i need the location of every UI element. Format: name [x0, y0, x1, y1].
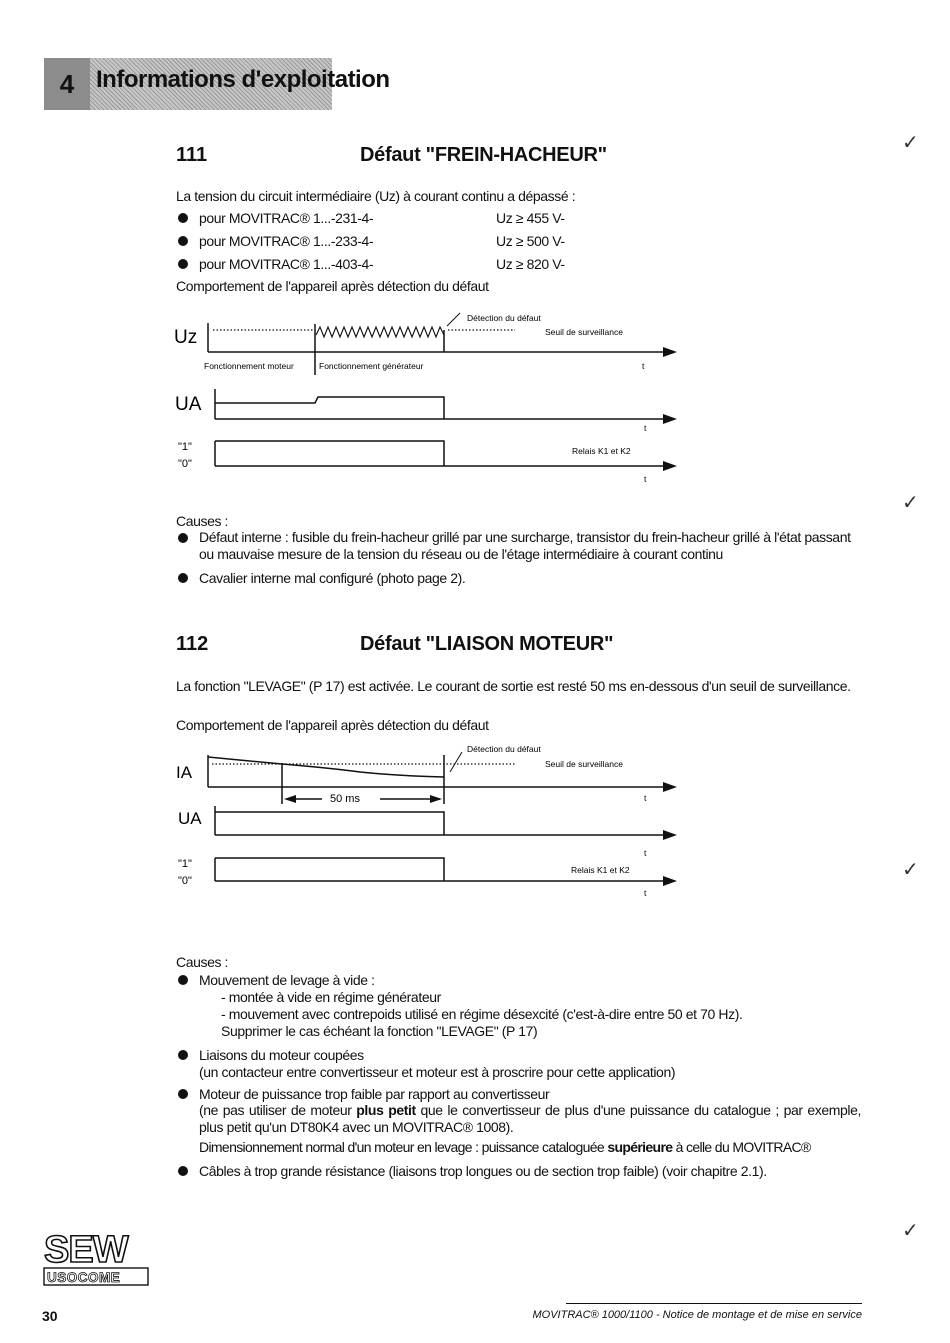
voltage-item-label: pour MOVITRAC® 1...-233-4-	[199, 233, 374, 249]
arrow-icon	[663, 782, 677, 792]
relay-waveform	[215, 441, 444, 466]
detection-label: Détection du défaut	[467, 744, 541, 754]
t-label: t	[644, 423, 647, 433]
voltage-item-value: Uz ≥ 820 V-	[496, 256, 565, 272]
state-one-label: "1"	[178, 441, 192, 453]
section-112-title: Défaut "LIAISON MOTEUR"	[360, 633, 614, 655]
cause-sub: (un contacteur entre convertisseur et moteur est à proscrire pour cette application)	[199, 1064, 676, 1080]
section-111-causes-label: Causes :	[176, 513, 229, 529]
cause-item: Cavalier interne mal configuré (photo page 2).	[199, 570, 466, 586]
t-label: t	[644, 888, 647, 898]
cause-title: Mouvement de levage à vide :	[199, 972, 375, 988]
ua-label: UA	[178, 809, 202, 828]
cause-detail	[199, 1138, 811, 1156]
gen-op-label: Fonctionnement générateur	[319, 361, 424, 371]
section-111-intro: La tension du circuit intermédiaire (Uz) à courant continu a dépassé :	[176, 188, 576, 204]
footer-doc-title: MOVITRAC® 1000/1100 - Notice de montage et de mise en service	[532, 1309, 862, 1321]
cause-detail-bold: supérieure	[607, 1139, 673, 1155]
detection-pointer	[447, 313, 460, 326]
bullet-icon	[178, 573, 188, 583]
arrow-icon	[663, 876, 677, 886]
section-111-behavior: Comportement de l'appareil après détection du défaut	[176, 278, 489, 294]
timing-diagram-111	[170, 300, 690, 490]
ia-waveform	[208, 757, 444, 777]
voltage-item-label: pour MOVITRAC® 1...-403-4-	[199, 256, 374, 272]
t-label: t	[644, 474, 647, 484]
ia-label: IA	[176, 763, 193, 782]
voltage-item-label: pour MOVITRAC® 1...-231-4-	[199, 210, 374, 226]
detection-label: Détection du défaut	[467, 313, 541, 323]
footer-rule	[566, 1303, 862, 1304]
bullet-icon	[178, 1166, 188, 1176]
uz-waveform	[316, 327, 444, 337]
section-111-title: Défaut "FREIN-HACHEUR"	[360, 144, 607, 166]
logo-bottom-text: USOCOME	[47, 1270, 121, 1285]
duration-label: 50 ms	[330, 793, 360, 805]
cause-detail-text: à celle du MOVITRAC®	[672, 1139, 811, 1155]
relay-label: Relais K1 et K2	[572, 446, 631, 456]
cause-sub: - mouvement avec contrepoids utilisé en régime désexcité (c'est-à-dire entre 50 et 70 Hz).	[221, 1006, 743, 1022]
threshold-label: Seuil de surveillance	[545, 327, 623, 337]
page-number: 30	[42, 1308, 58, 1324]
relay-label: Relais K1 et K2	[571, 865, 630, 875]
chapter-number: 4	[44, 58, 90, 110]
uz-label: Uz	[174, 327, 198, 348]
margin-mark: ✓	[902, 132, 919, 154]
margin-mark: ✓	[902, 859, 919, 881]
bullet-icon	[178, 1089, 188, 1099]
state-zero-label: "0"	[178, 458, 192, 470]
arrow-icon	[284, 795, 296, 803]
ua-waveform	[215, 812, 444, 835]
bullet-icon	[178, 236, 188, 246]
timing-diagram-112	[170, 738, 690, 900]
t-label: t	[644, 793, 647, 803]
section-112-causes-label: Causes :	[176, 954, 229, 970]
arrow-icon	[663, 347, 677, 357]
bullet-icon	[178, 975, 188, 985]
bullet-icon	[178, 213, 188, 223]
voltage-item-value: Uz ≥ 455 V-	[496, 210, 565, 226]
state-zero-label: "0"	[178, 875, 192, 887]
voltage-item-value: Uz ≥ 500 V-	[496, 233, 565, 249]
cause-detail-bold: plus petit	[356, 1102, 416, 1118]
section-112-intro: La fonction "LEVAGE" (P 17) est activée. Le courant de sortie est resté 50 ms en-dessous d'un seuil de surveillance.	[176, 678, 851, 694]
cause-title: Liaisons du moteur coupées	[199, 1047, 364, 1063]
cause-detail	[199, 1102, 861, 1136]
arrow-icon	[663, 414, 677, 424]
threshold-label: Seuil de surveillance	[545, 759, 623, 769]
cause-detail-text: Dimensionnement normal d'un moteur en levage : puissance cataloguée	[199, 1139, 608, 1155]
ua-label: UA	[175, 394, 202, 415]
cause-detail-text: que le convertisseur de plus d'une puissance du catalogue ; par exemple, plus petit qu'un DT80K4 avec un MOVITRAC® 1008).	[199, 1102, 861, 1135]
motor-op-label: Fonctionnement moteur	[204, 361, 294, 371]
cause-title: Câbles à trop grande résistance (liaisons trop longues ou de section trop faible) (voir chapitre 2.1).	[199, 1163, 767, 1179]
arrow-icon	[663, 830, 677, 840]
state-one-label: "1"	[178, 858, 192, 870]
bullet-icon	[178, 259, 188, 269]
section-112-behavior: Comportement de l'appareil après détection du défaut	[176, 717, 489, 733]
arrow-icon	[663, 461, 677, 471]
section-111-number: 111	[176, 144, 208, 166]
sew-usocome-logo	[42, 1228, 150, 1290]
section-112-number: 112	[176, 633, 209, 655]
bullet-icon	[178, 533, 188, 543]
t-label: t	[642, 361, 645, 371]
cause-item: Défaut interne : fusible du frein-hacheur grillé par une surcharge, transistor du frein-hacheur grillé à l'état passant ou mauvaise mesure de la tension du réseau ou de l'étage intermédiaire à courant continu	[199, 529, 851, 562]
detection-pointer	[450, 752, 462, 772]
cause-title: Moteur de puissance trop faible par rapport au convertisseur	[199, 1086, 550, 1102]
cause-sub: Supprimer le cas échéant la fonction "LEVAGE" (P 17)	[221, 1023, 538, 1039]
cause-detail-text: (ne pas utiliser de moteur	[199, 1102, 357, 1118]
bullet-icon	[178, 1050, 188, 1060]
chapter-title: Informations d'exploitation	[96, 66, 390, 93]
logo-top-text: SEW	[44, 1229, 128, 1271]
ua-waveform	[215, 397, 444, 419]
cause-sub: - montée à vide en régime générateur	[221, 989, 441, 1005]
relay-waveform	[215, 858, 444, 881]
t-label: t	[644, 848, 647, 858]
arrow-icon	[430, 795, 442, 803]
margin-mark: ✓	[902, 1220, 919, 1242]
margin-mark: ✓	[902, 492, 919, 514]
